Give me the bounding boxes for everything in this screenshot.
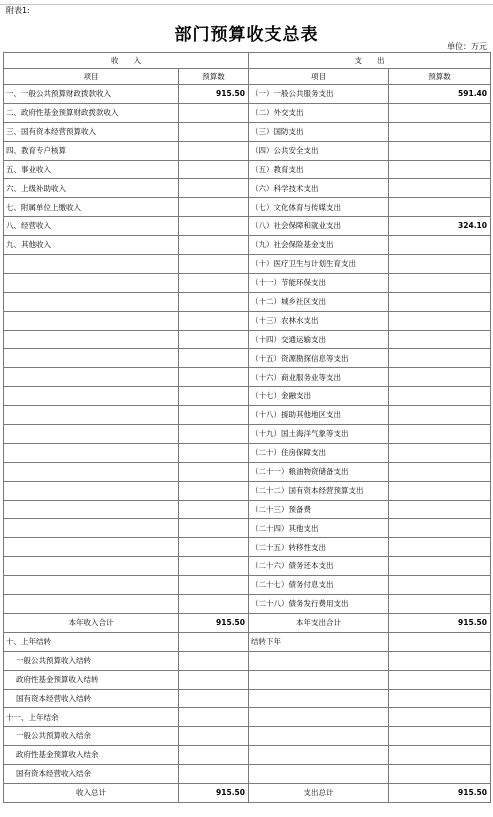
budget-table (3, 52, 491, 803)
income-item-value (179, 538, 249, 557)
budget-row (4, 255, 491, 274)
balance-sub-row (4, 727, 491, 746)
expense-item-header: 项目 (249, 69, 389, 85)
income-item-name: 二、政府性基金预算财政拨款收入 (4, 103, 179, 122)
expense-item-value (389, 406, 491, 425)
income-item-name (4, 538, 179, 557)
expense-blank (249, 708, 389, 727)
income-item-name (4, 462, 179, 481)
expense-item-name: （十四）交通运输支出 (249, 330, 389, 349)
income-item-value (179, 103, 249, 122)
expense-budget-header: 预算数 (389, 69, 491, 85)
budget-row (4, 462, 491, 481)
carryover-expense-label: 结转下年 (249, 632, 389, 651)
expense-item-name: （二十一）粮油物资储备支出 (249, 462, 389, 481)
budget-row (4, 349, 491, 368)
balance-sub-item: 一般公共预算收入结余 (4, 727, 179, 746)
expense-item-name: （二十七）债务付息支出 (249, 576, 389, 595)
expense-item-value (389, 273, 491, 292)
budget-table-body (4, 53, 491, 803)
balance-sub-row (4, 746, 491, 765)
income-item-value (179, 557, 249, 576)
income-item-name: 五、事业收入 (4, 160, 179, 179)
carryover-sub-row (4, 689, 491, 708)
expense-item-name: （十三）农林水支出 (249, 311, 389, 330)
expense-item-value (389, 462, 491, 481)
balance-sub-value (179, 746, 249, 765)
carryover-expense-value (389, 632, 491, 651)
income-item-name: 八、经营收入 (4, 217, 179, 236)
balance-sub-row (4, 765, 491, 784)
income-item-value (179, 330, 249, 349)
balance-sub-value (179, 765, 249, 784)
expense-item-name: （四）公共安全支出 (249, 141, 389, 160)
expense-item-value (389, 519, 491, 538)
income-item-value (179, 500, 249, 519)
expense-item-value (389, 443, 491, 462)
section-header-row (4, 53, 491, 69)
budget-row (4, 217, 491, 236)
budget-row (4, 406, 491, 425)
unit-label: 单位：万元 (447, 42, 487, 51)
income-item-value (179, 292, 249, 311)
expense-item-value (389, 368, 491, 387)
income-item-name: 四、教育专户核算 (4, 141, 179, 160)
carryover-sub-value (179, 670, 249, 689)
budget-row (4, 198, 491, 217)
income-item-name (4, 387, 179, 406)
budget-row (4, 519, 491, 538)
income-item-name (4, 255, 179, 274)
expense-blank (249, 670, 389, 689)
expense-item-name: （二十二）国有资本经营预算支出 (249, 481, 389, 500)
expense-item-name: （二）外交支出 (249, 103, 389, 122)
expense-item-value (389, 179, 491, 198)
income-item-value (179, 273, 249, 292)
carryover-sub-row (4, 651, 491, 670)
income-item-name (4, 406, 179, 425)
carryover-sub-row (4, 670, 491, 689)
budget-row (4, 236, 491, 255)
balance-title: 十一、上年结余 (4, 708, 179, 727)
expense-item-value (389, 387, 491, 406)
budget-row (4, 576, 491, 595)
subtotal-row (4, 613, 491, 632)
income-item-value (179, 368, 249, 387)
expense-item-name: （一）一般公共服务支出 (249, 85, 389, 104)
budget-row (4, 141, 491, 160)
budget-row (4, 85, 491, 104)
balance-sub-item: 政府性基金预算收入结余 (4, 746, 179, 765)
column-header-row (4, 69, 491, 85)
balance-value (179, 708, 249, 727)
expense-item-value (389, 198, 491, 217)
budget-row (4, 330, 491, 349)
expense-item-value (389, 500, 491, 519)
income-item-name (4, 349, 179, 368)
income-item-value (179, 576, 249, 595)
income-item-value (179, 425, 249, 444)
income-item-value (179, 443, 249, 462)
income-item-value (179, 349, 249, 368)
expense-item-value (389, 236, 491, 255)
expense-blank (249, 765, 389, 784)
income-item-name (4, 273, 179, 292)
income-item-value (179, 519, 249, 538)
expense-item-name: （十九）国土海洋气象等支出 (249, 425, 389, 444)
expense-item-name: （二十五）转移性支出 (249, 538, 389, 557)
income-item-name (4, 500, 179, 519)
budget-row (4, 292, 491, 311)
expense-blank (249, 746, 389, 765)
expense-blank-value (389, 670, 491, 689)
expense-blank-value (389, 651, 491, 670)
budget-row (4, 311, 491, 330)
income-item-value (179, 141, 249, 160)
carryover-sub-item: 国有资本经营收入结转 (4, 689, 179, 708)
income-subtotal-label: 本年收入合计 (4, 613, 179, 632)
income-item-value (179, 481, 249, 500)
expense-blank-value (389, 689, 491, 708)
budget-row (4, 481, 491, 500)
expense-blank (249, 689, 389, 708)
income-item-name: 六、上级补助收入 (4, 179, 179, 198)
carryover-sub-value (179, 689, 249, 708)
expense-item-name: （二十八）债务发行费用支出 (249, 595, 389, 614)
budget-row (4, 557, 491, 576)
income-item-name: 一、一般公共预算财政拨款收入 (4, 85, 179, 104)
expense-item-name: （九）社会保险基金支出 (249, 236, 389, 255)
expense-item-name: （二十）住房保障支出 (249, 443, 389, 462)
page-title: 部门预算收支总表 (174, 25, 319, 45)
total-row (4, 783, 491, 802)
income-item-value (179, 462, 249, 481)
expense-blank (249, 727, 389, 746)
income-item-name (4, 481, 179, 500)
expense-item-name: （十）医疗卫生与计划生育支出 (249, 255, 389, 274)
expense-item-value (389, 255, 491, 274)
carryover-value (179, 632, 249, 651)
carryover-sub-item: 一般公共预算收入结转 (4, 651, 179, 670)
expense-subtotal-label: 本年支出合计 (249, 613, 389, 632)
income-budget-header: 预算数 (179, 69, 249, 85)
expense-item-value (389, 425, 491, 444)
expense-blank-value (389, 746, 491, 765)
expense-item-name: （十五）资源勘探信息等支出 (249, 349, 389, 368)
balance-row (4, 708, 491, 727)
spreadsheet-grid-strip (0, 0, 493, 5)
expense-item-value: 324.10 (389, 217, 491, 236)
expense-item-name: （五）教育支出 (249, 160, 389, 179)
expense-item-value (389, 349, 491, 368)
expense-item-name: （十一）节能环保支出 (249, 273, 389, 292)
income-item-name (4, 576, 179, 595)
expense-item-name: （七）文化体育与传媒支出 (249, 198, 389, 217)
expense-item-name: （二十六）债务还本支出 (249, 557, 389, 576)
income-item-name (4, 330, 179, 349)
expense-item-value (389, 576, 491, 595)
income-item-value (179, 595, 249, 614)
income-item-name (4, 595, 179, 614)
expense-section-header: 支 出 (249, 53, 491, 69)
income-item-value (179, 179, 249, 198)
expense-item-value (389, 481, 491, 500)
income-section-header: 收 入 (4, 53, 249, 69)
income-item-header: 项目 (4, 69, 179, 85)
income-item-value: 915.50 (179, 85, 249, 104)
income-item-name: 七、附属单位上缴收入 (4, 198, 179, 217)
income-item-name (4, 292, 179, 311)
expense-item-value (389, 538, 491, 557)
budget-row (4, 443, 491, 462)
attachment-label: 附表1: (6, 6, 30, 15)
income-total-label: 收入总计 (4, 783, 179, 802)
income-item-value (179, 217, 249, 236)
income-item-name: 三、国有资本经营预算收入 (4, 122, 179, 141)
expense-item-value (389, 330, 491, 349)
balance-sub-value (179, 727, 249, 746)
income-item-value (179, 160, 249, 179)
income-item-name (4, 443, 179, 462)
expense-blank-value (389, 708, 491, 727)
carryover-sub-value (179, 651, 249, 670)
expense-blank-value (389, 727, 491, 746)
carryover-row (4, 632, 491, 651)
expense-item-value (389, 103, 491, 122)
expense-item-value (389, 557, 491, 576)
expense-item-value (389, 311, 491, 330)
income-item-name (4, 557, 179, 576)
budget-row (4, 500, 491, 519)
expense-item-name: （十六）商业服务业等支出 (249, 368, 389, 387)
expense-blank-value (389, 765, 491, 784)
income-item-name (4, 368, 179, 387)
income-total-value: 915.50 (179, 783, 249, 802)
expense-item-name: （二十四）其他支出 (249, 519, 389, 538)
expense-item-value (389, 160, 491, 179)
expense-item-name: （十八）援助其他地区支出 (249, 406, 389, 425)
budget-row (4, 122, 491, 141)
budget-row (4, 103, 491, 122)
income-item-name (4, 311, 179, 330)
income-item-value (179, 236, 249, 255)
budget-row (4, 595, 491, 614)
income-item-name: 九、其他收入 (4, 236, 179, 255)
income-item-name (4, 519, 179, 538)
expense-item-value: 591.40 (389, 85, 491, 104)
expense-item-value (389, 292, 491, 311)
income-item-value (179, 406, 249, 425)
income-item-name (4, 425, 179, 444)
income-item-value (179, 255, 249, 274)
budget-row (4, 425, 491, 444)
expense-item-value (389, 595, 491, 614)
expense-total-value: 915.50 (389, 783, 491, 802)
budget-row (4, 160, 491, 179)
budget-row (4, 538, 491, 557)
income-item-value (179, 387, 249, 406)
expense-item-name: （二十三）预备费 (249, 500, 389, 519)
income-item-value (179, 122, 249, 141)
expense-total-label: 支出总计 (249, 783, 389, 802)
expense-item-name: （十七）金融支出 (249, 387, 389, 406)
budget-row (4, 273, 491, 292)
carryover-title: 十、上年结转 (4, 632, 179, 651)
expense-item-value (389, 141, 491, 160)
expense-blank (249, 651, 389, 670)
balance-sub-item: 国有资本经营收入结余 (4, 765, 179, 784)
carryover-sub-item: 政府性基金预算收入结转 (4, 670, 179, 689)
income-item-value (179, 311, 249, 330)
expense-item-name: （三）国防支出 (249, 122, 389, 141)
expense-item-name: （十二）城乡社区支出 (249, 292, 389, 311)
expense-subtotal-value: 915.50 (389, 613, 491, 632)
budget-row (4, 387, 491, 406)
budget-row (4, 368, 491, 387)
expense-item-value (389, 122, 491, 141)
expense-item-name: （六）科学技术支出 (249, 179, 389, 198)
expense-item-name: （八）社会保障和就业支出 (249, 217, 389, 236)
budget-row (4, 179, 491, 198)
income-item-value (179, 198, 249, 217)
income-subtotal-value: 915.50 (179, 613, 249, 632)
